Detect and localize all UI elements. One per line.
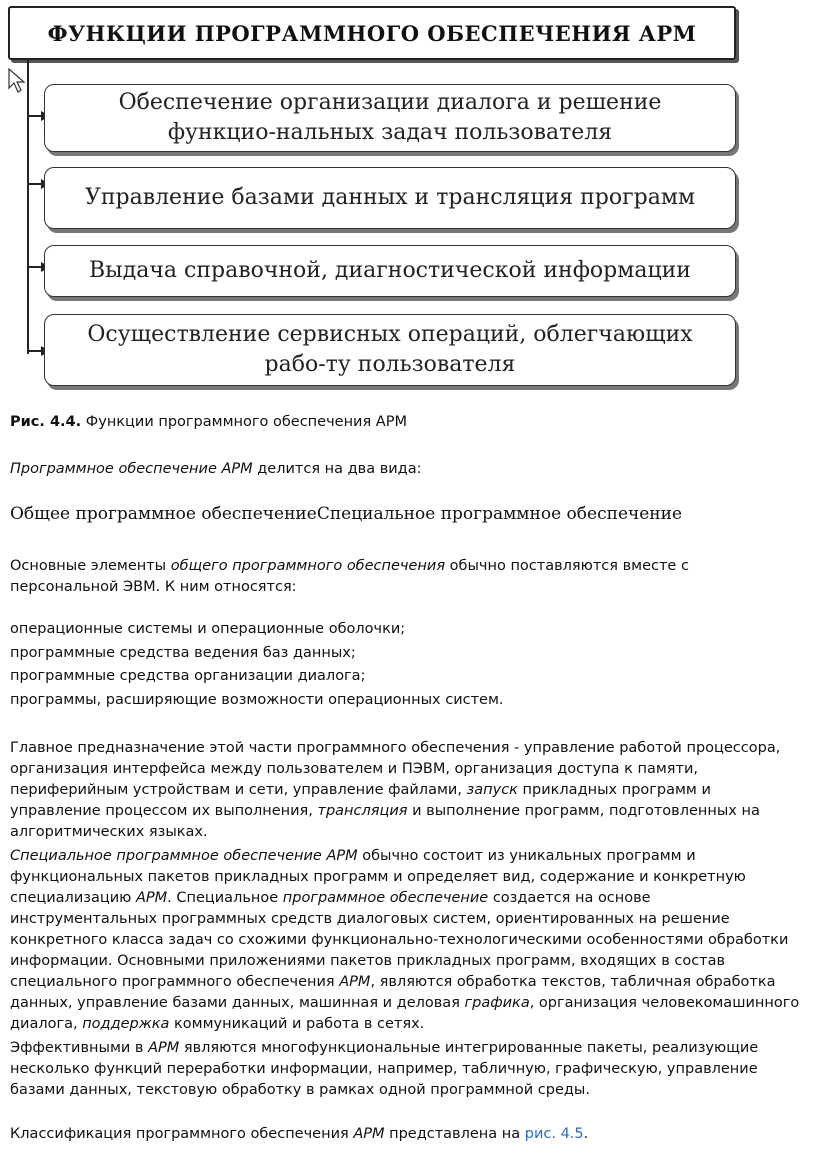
diagram-arrow <box>27 115 42 117</box>
diagram-box-dialog: Обеспечение организации диалога и решение функцио-нальных задач пользователя <box>44 84 736 152</box>
intro-rest: делится на два вида: <box>252 461 422 477</box>
list-item: операционные системы и операционные оболочки; <box>10 621 406 637</box>
caption-label: Рис. 4.4. <box>10 414 82 430</box>
diagram-arrow <box>27 266 42 268</box>
software-types <box>10 504 682 524</box>
general-software-list <box>10 618 800 712</box>
diagram-box-reference-info: Выдача справочной, диагностической информации <box>44 245 736 297</box>
functions-diagram <box>0 0 816 400</box>
figure-caption <box>10 412 800 433</box>
mouse-pointer-icon <box>8 68 26 94</box>
paragraph-classification: Классификация программного обеспечения АРМ представлена на рис. 4.5. <box>10 1126 589 1142</box>
type-general: Общее программное обеспечение <box>10 504 317 524</box>
paragraph-purpose: Главное предназначение этой части программного обеспечения - управление работой процессора, организация интерфейса между пользователем и ПЭВМ, организация доступа к памяти, периферийным устройствам и сети, управление файлами, запуск прикладных программ и управление процессом их выполнения, трансляция и выполнение программ, подготовленных на алгоритмических языках. <box>10 740 781 840</box>
diagram-arrow <box>27 350 42 352</box>
intro-paragraph <box>10 459 800 480</box>
diagram-box-databases: Управление базами данных и трансляция программ <box>44 167 736 229</box>
intro-italic: Программное обеспечение АРМ <box>10 461 253 477</box>
caption-text: Функции программного обеспечения АРМ <box>81 414 407 430</box>
paragraph-general-elements: Основные элементы общего программного обеспечения обычно поставляются вместе с персональной ЭВМ. К ним относятся: <box>10 558 689 595</box>
diagram-box-service-operations: Осуществление сервисных операций, облегчающих рабо-ту пользователя <box>44 314 736 386</box>
list-item: программные средства ведения баз данных; <box>10 644 356 661</box>
list-item: программные средства организации диалога; <box>10 668 366 684</box>
paragraph-special-software: Специальное программное обеспечение АРМ обычно состоит из уникальных программ и функциональных пакетов прикладных программ и определяет вид, содержание и конкретную специализацию АРМ. Специальное программное обеспечение создается на основе инструментальных программных средств диалоговых систем, ориентированных на решение конкретного класса задач со схожими функционально-технологическими особенностями обработки информации. Основными приложениями пакетов прикладных программ, входящих в состав специального программного обеспечения АРМ, являются обработка текстов, табличная обработка данных, управление базами данных, машинная и деловая графика, организация человекомашинного диалога, поддержка коммуникаций и работа в сетях. <box>10 848 800 1032</box>
list-item: программы, расширяющие возможности операционных систем. <box>10 691 504 708</box>
type-special: Специальное программное обеспечение <box>316 504 683 524</box>
diagram-connector-line <box>27 60 29 354</box>
figure-4-5-link[interactable]: рис. 4.5 <box>524 1126 584 1142</box>
paragraph-integrated-packages: Эффективными в АРМ являются многофункциональные интегрированные пакеты, реализующие несколько функций переработки информации, например, табличную, графическую, управление базами данных, текстовую обработку в рамках одной программной среды. <box>10 1040 759 1098</box>
diagram-arrow <box>27 183 42 185</box>
diagram-title: ФУНКЦИИ ПРОГРАММНОГО ОБЕСПЕЧЕНИЯ АРМ <box>8 6 736 60</box>
